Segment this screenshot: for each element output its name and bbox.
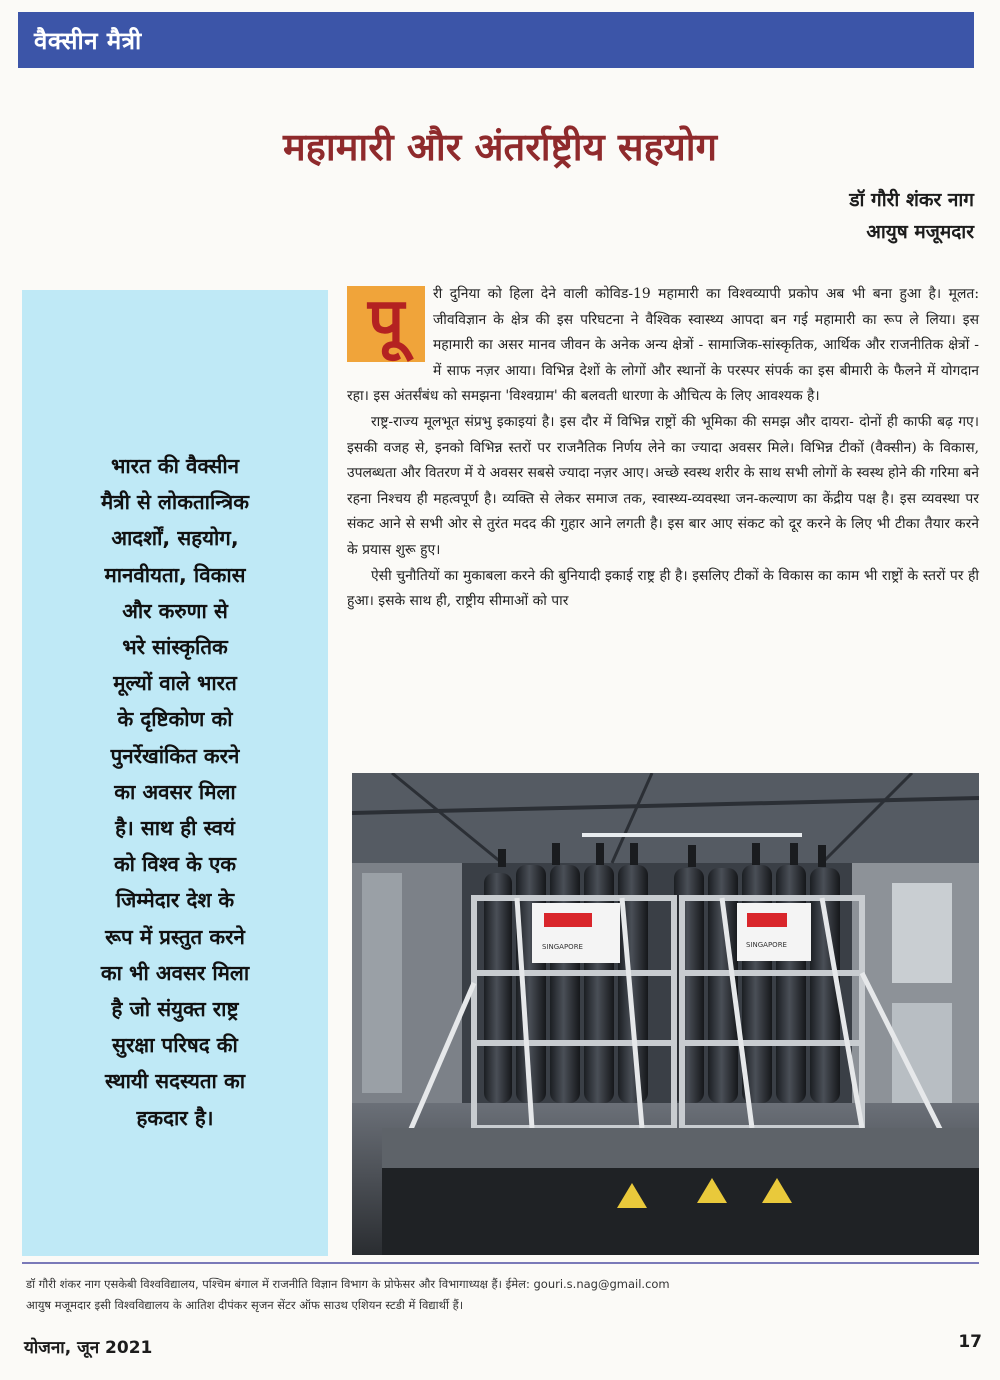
pull-quote-line: जिम्मेदार देश के (115, 888, 235, 913)
pull-quote-line: मानवीयता, विकास (104, 562, 246, 587)
crate-label-right: SINGAPORE (746, 941, 787, 949)
pull-quote-box (22, 290, 328, 1256)
page-number: 17 (958, 1332, 982, 1352)
body-paragraph: राष्ट्र-राज्य मूलभूत संप्रभु इकाइयां है। इस दौर में विभिन्न राष्ट्रों की भूमिका की समझ और दायरा- दोनों ही काफी बढ़ गए। इसकी वजह से, इनको विभिन्न स्तरों पर राजनैतिक निर्णय लेने का ज्यादा अवसर मिले। विभिन्न टीकों (वैक्सीन) के विकास, उपलब्धता और वितरण में ये अवसर सबसे ज्यादा नज़र आए। अच्छे स्वस्थ शरीर के साथ सभी लोगों के स्वस्थ होने की गरिमा बने रहना निश्चय ही महत्वपूर्ण है। व्यक्ति से लेकर समाज तक, स्वास्थ्य-व्यवस्था जन-कल्याण का केंद्रीय पक्ष है। इस व्यवस्था पर संकट आने से सभी ओर से तुरंत मदद की गुहार आने लगती है। इस बार आए संकट को दूर करने के लिए भी टीका तैयार करने के प्रयास शुरू हुए। (347, 413, 979, 558)
pull-quote-line: स्थायी सदस्यता का (104, 1069, 246, 1094)
pull-quote-line: भरे सांस्कृतिक (122, 635, 228, 660)
body-paragraph (347, 282, 979, 410)
pull-quote-line: और करुणा से (122, 598, 228, 623)
pull-quote-line: रूप में प्रस्तुत करने (105, 924, 245, 949)
article-title: महामारी और अंतर्राष्ट्रीय सहयोग (282, 124, 718, 169)
footnote-line: आयुष मजूमदार इसी विश्वविद्यालय के आतिश दीपंकर सृजन सेंटर ऑफ साउथ एशियन स्टडी में विद्यार्थी हैं। (26, 1298, 464, 1312)
pull-quote-line: है। साथ ही स्वयं (115, 816, 235, 841)
pull-quote-line: है जो संयुक्त राष्ट्र (111, 997, 239, 1022)
section-title: वैक्सीन मैत्री (34, 27, 142, 55)
photo-illustration (352, 773, 979, 1255)
oxygen-cylinders-photo (352, 773, 979, 1255)
pull-quote-line: को विश्व के एक (113, 852, 237, 877)
pull-quote-line: हकदार है। (136, 1105, 214, 1130)
drop-cap: पू (347, 286, 425, 362)
body-paragraph: ऐसी चुनौतियों का मुकाबला करने की बुनियादी इकाई राष्ट्र ही है। इसलिए टीकों के विकास का काम भी राष्ट्रों के स्तरों पर ही हुआ। इसके साथ ही, राष्ट्रीय सीमाओं को पार (347, 567, 979, 610)
author-name: आयुष मजूमदार (866, 221, 974, 243)
pull-quote-line: पुनर्रेखांकित करने (110, 743, 240, 768)
pull-quote (22, 448, 328, 1136)
pull-quote-line: का भी अवसर मिला (100, 960, 250, 985)
pull-quote-line: सुरक्षा परिषद की (112, 1033, 238, 1058)
publication-footer: योजना, जून 2021 (24, 1338, 153, 1358)
paragraph-text: री दुनिया को हिला देने वाली कोविड-19 महामारी का विश्वव्यापी प्रकोप अब भी बना हुआ है। मूलत: जीवविज्ञान के क्षेत्र की इस परिघटना ने वैश्विक स्वास्थ्य आपदा बन गई महामारी का रूप ले लिया। इस महामारी का असर मानव जीवन के अनेक अन्य क्षेत्रों - सामाजिक-सांस्कृतिक, आर्थिक और राजनीतिक क्षेत्रों - में साफ नज़र आया। विभिन्न देशों के लोगों और स्थानों के परस्पर संपर्क का इस बीमारी के फैलने में योगदान रहा। इस अंतर्संबंध को समझना 'विश्वग्राम' की बलवती धारणा के औचित्य के लिए आवश्यक है। (347, 286, 979, 405)
footnote-divider (22, 1262, 979, 1264)
footnote-line: डॉ गौरी शंकर नाग एसकेबी विश्वविद्यालय, पश्चिम बंगाल में राजनीति विज्ञान विभाग के प्रोफेसर और विभागाध्यक्ष हैं। ईमेल: gouri.s.nag@gmail.com (26, 1277, 670, 1291)
pull-quote-line: भारत की वैक्सीन (110, 454, 240, 478)
pull-quote-line: मैत्री से लोकतान्त्रिक (101, 490, 249, 515)
pull-quote-line: आदर्शों, सहयोग, (111, 526, 239, 551)
section-banner (18, 12, 974, 68)
article-body (347, 282, 979, 615)
author-list (849, 184, 974, 248)
author-footnote (26, 1274, 976, 1316)
pull-quote-line: का अवसर मिला (114, 779, 236, 804)
author-name: डॉ गौरी शंकर नाग (849, 189, 974, 211)
pull-quote-line: के दृष्टिकोण को (117, 707, 233, 732)
crate-label-left: SINGAPORE (542, 943, 583, 951)
pull-quote-line: मूल्यों वाले भारत (113, 671, 237, 696)
